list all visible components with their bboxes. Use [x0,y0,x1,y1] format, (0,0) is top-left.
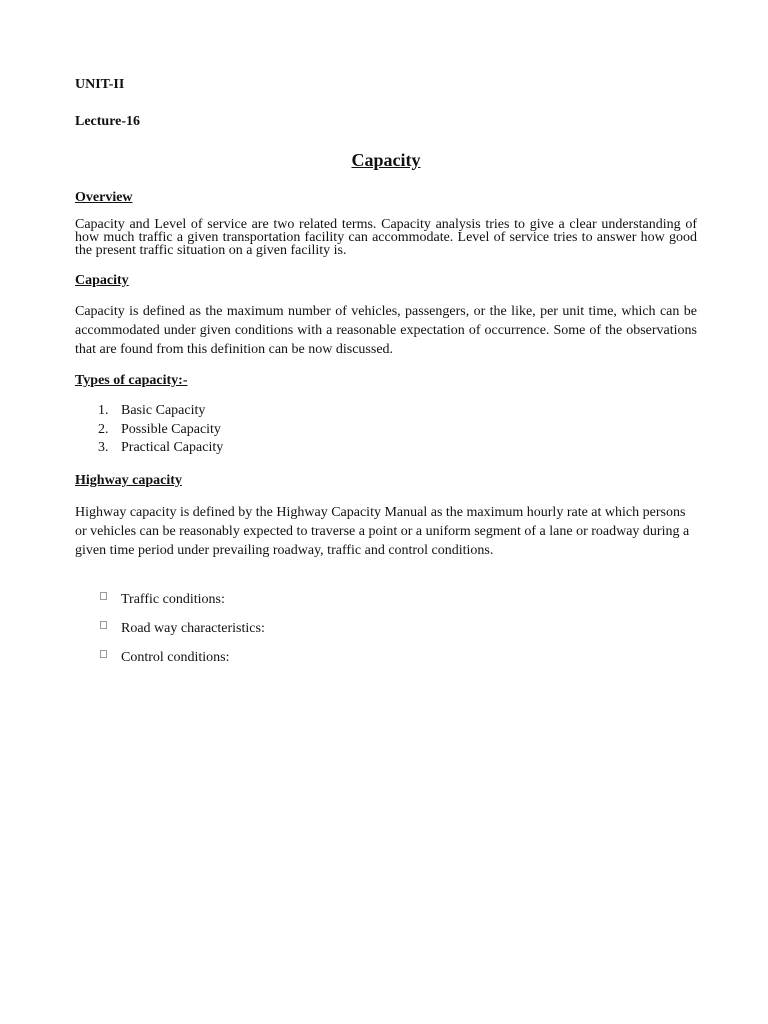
checkbox-bullet-icon [100,592,107,600]
lecture-label: Lecture-16 [75,114,141,129]
list-item-label: Traffic conditions: [121,592,225,607]
types-heading: Types of capacity:- [75,373,188,388]
list-item [75,591,697,620]
page-title: Capacity [351,150,421,170]
list-item-label: Control conditions: [121,650,230,665]
list-item-number: 1. [98,403,109,418]
list-item [75,620,697,649]
list-item-label: Possible Capacity [121,421,221,437]
highway-heading: Highway capacity [75,473,182,488]
list-item [75,649,697,678]
list-item-label: Practical Capacity [121,440,224,455]
list-item-number: 2. [98,421,109,437]
overview-paragraph: Capacity and Level of service are two related terms. Capacity analysis tries to give a clear understanding of how much traffic a given transportation facility can accommodate. Level of service tries to answer how good the present traffic situation on a given facility is. [75,217,697,258]
list-item-number: 3. [98,440,109,455]
highway-paragraph: Highway capacity is defined by the Highway Capacity Manual as the maximum hourly rate at which persons or vehicles can be reasonably expected to traverse a point or a uniform segment of a lane or roadway during a given time period under prevailing roadway, traffic and control conditions. [75,505,690,558]
checkbox-bullet-icon [100,621,107,629]
unit-label: UNIT-II [75,77,125,92]
capacity-paragraph: Capacity is defined as the maximum number of vehicles, passengers, or the like, per unit time, which can be accommodated under given conditions with a reasonable expectation of occurrence. Some of the observations that are found from this definition can be now discussed. [75,304,697,357]
types-list [75,402,697,458]
list-item-label: Basic Capacity [121,403,206,418]
list-item [75,439,697,458]
checkbox-bullet-icon [100,650,107,658]
capacity-heading: Capacity [75,273,129,288]
list-item-label: Road way characteristics: [121,621,265,636]
highway-conditions-list [75,591,697,678]
overview-heading: Overview [75,190,133,205]
list-item [75,421,697,440]
list-item [75,402,697,421]
